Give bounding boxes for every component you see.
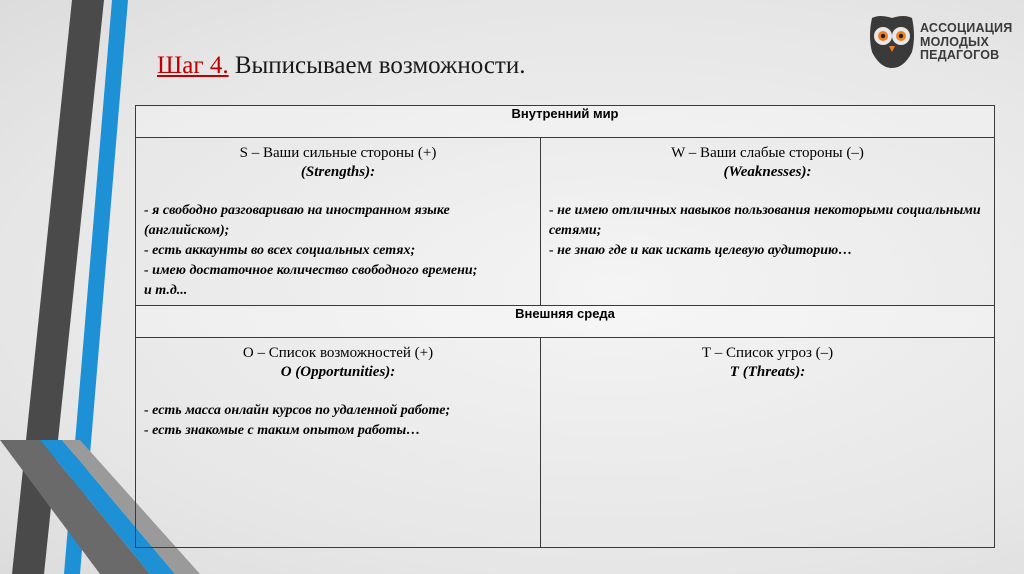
external-header-row <box>136 306 995 338</box>
weaknesses-list <box>549 201 986 261</box>
logo-line-3: ПЕДАГОГОВ <box>920 48 1000 62</box>
owl-icon <box>866 14 918 70</box>
weaknesses-sub: (Weaknesses): <box>723 164 812 180</box>
threats-cell <box>541 338 995 548</box>
threats-head: Т – Список угроз (–) <box>701 345 834 361</box>
title-step: Шаг 4. <box>157 52 229 79</box>
list-item: - не имею отличных навыков пользования некоторыми социальными сетями; <box>549 203 981 238</box>
list-item: - есть аккаунты во всех социальных сетях; <box>144 243 416 258</box>
logo-text <box>920 22 1012 63</box>
list-item: - я свободно разговариваю на иностранном языке (английском); <box>144 203 450 238</box>
internal-header-row <box>136 106 995 138</box>
strengths-list <box>144 201 532 301</box>
strengths-head: S – Ваши сильные стороны (+) <box>239 145 437 161</box>
title-text: Выписываем возможности. <box>234 52 526 79</box>
weaknesses-cell <box>541 138 995 306</box>
strengths-sub: (Strengths): <box>300 164 376 180</box>
swot-table <box>135 105 995 548</box>
association-logo <box>866 14 1016 72</box>
slide-title <box>157 52 525 80</box>
weaknesses-head: W – Ваши слабые стороны (–) <box>671 145 864 161</box>
list-item: и т.д... <box>144 283 188 298</box>
internal-header: Внутренний мир <box>136 106 995 138</box>
list-item: - есть знакомые с таким опытом работы… <box>144 423 421 438</box>
list-item: - есть масса онлайн курсов по удаленной работе; <box>144 403 451 418</box>
external-header: Внешняя среда <box>136 306 995 338</box>
opportunities-head: О – Список возможностей (+) <box>242 345 434 361</box>
strengths-cell <box>136 138 541 306</box>
list-item: - имею достаточное количество свободного времени; <box>144 263 478 278</box>
internal-row <box>136 138 995 306</box>
threats-sub: T (Threats): <box>729 364 806 380</box>
opportunities-cell <box>136 338 541 548</box>
opportunities-list <box>144 401 532 441</box>
logo-line-1: АССОЦИАЦИЯ <box>920 21 1013 35</box>
opportunities-sub: O (Opportunities): <box>280 364 396 380</box>
external-row <box>136 338 995 548</box>
logo-line-2: МОЛОДЫХ <box>920 34 990 49</box>
list-item: - не знаю где и как искать целевую аудиторию… <box>549 243 853 258</box>
